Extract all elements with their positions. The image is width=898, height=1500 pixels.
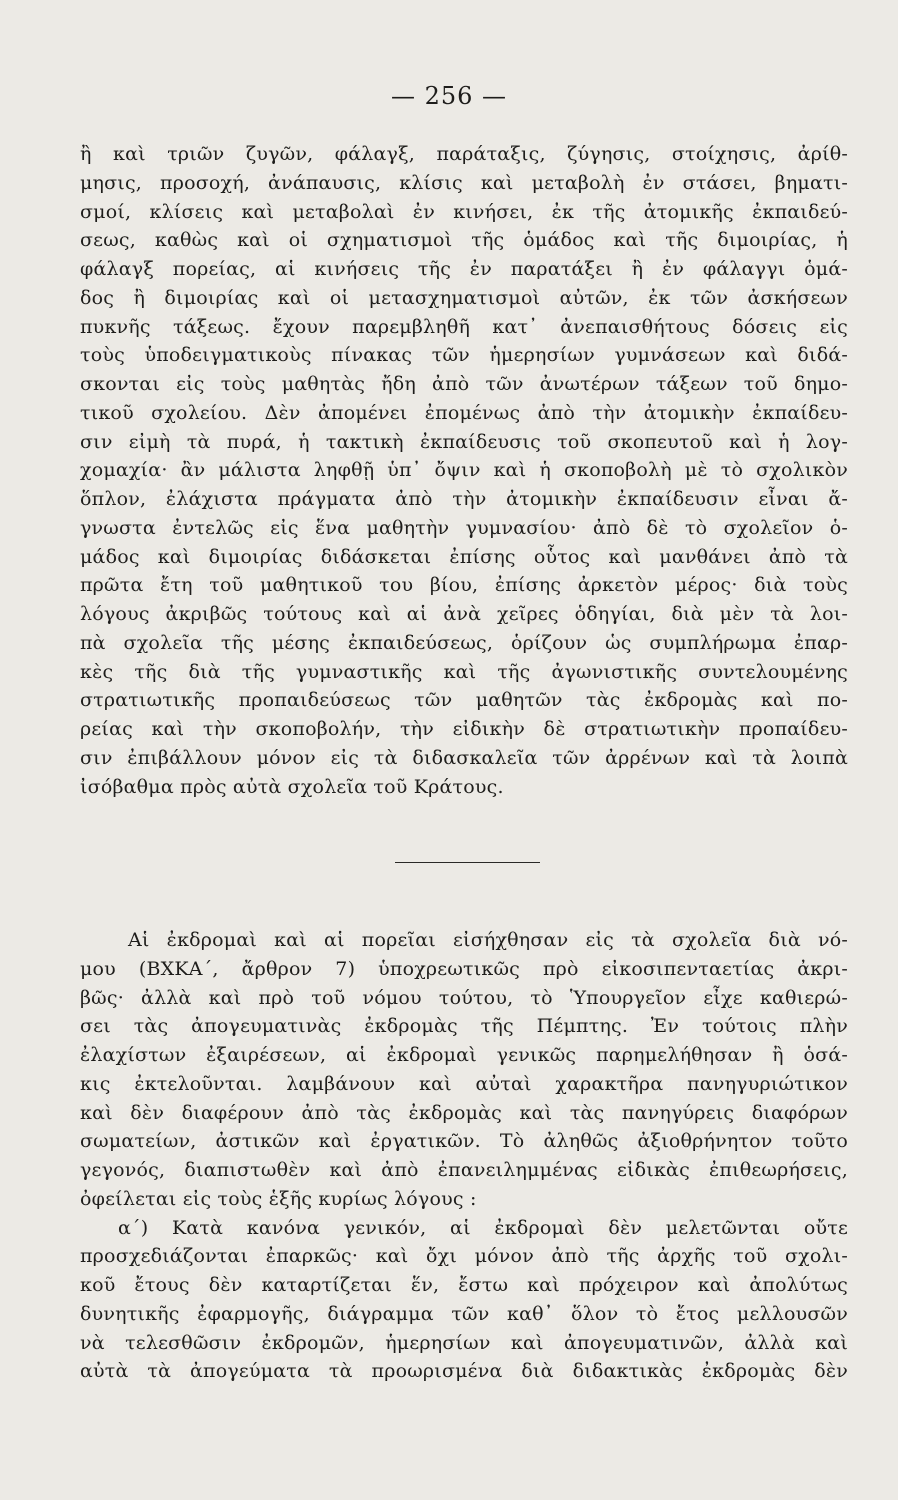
text-line: νὰ τελεσθῶσιν ἐκδρομῶν, ἡμερησίων καὶ ἀπογευματινῶν, ἀλλὰ καὶ xyxy=(80,1331,848,1354)
section-divider xyxy=(395,862,540,863)
text-line: αὐτὰ τὰ ἀπογεύματα τὰ προωρισμένα διὰ διδακτικὰς ἐκδρομὰς δὲν xyxy=(80,1360,848,1383)
text-line: μου (ΒΧΚΑ΄, ἄρθρον 7) ὑποχρεωτικῶς πρὸ εἰκοσιπενταετίας ἀκρι- xyxy=(80,957,848,980)
text-line: σκονται εἰς τοὺς μαθητὰς ἤδη ἀπὸ τῶν ἀνωτέρων τάξεων τοῦ δημο- xyxy=(80,373,848,395)
text-line-last: ἰσόβαθμα πρὸς αὐτὰ σχολεῖα τοῦ Κράτους. xyxy=(80,775,504,798)
text-line: πὰ σχολεῖα τῆς μέσης ἐκπαιδεύσεως, ὁρίζουν ὡς συμπλήρωμα ἐπαρ- xyxy=(80,631,848,654)
text-line: σιν εἰμὴ τὰ πυρά, ἡ τακτικὴ ἐκπαίδευσις τοῦ σκοπευτοῦ καὶ ἡ λογ- xyxy=(80,430,848,453)
upper-text-block xyxy=(80,140,848,801)
text-line: τικοῦ σχολείου. Δὲν ἀπομένει ἐπομένως ἀπὸ τὴν ἀτομικὴν ἐκπαίδευ- xyxy=(80,401,848,424)
text-line: βῶς· ἀλλὰ καὶ πρὸ τοῦ νόμου τούτου, τὸ Ὑπουργεῖον εἶχε καθιερώ- xyxy=(80,986,848,1009)
text-line: πρῶτα ἔτη τοῦ μαθητικοῦ του βίου, ἐπίσης ἀρκετὸν μέρος· διὰ τοὺς xyxy=(80,574,848,597)
text-line-last: ὀφείλεται εἰς τοὺς ἑξῆς κυρίως λόγους : xyxy=(80,1187,477,1210)
text-line: κις ἐκτελοῦνται. λαμβάνουν καὶ αὐταὶ χαρακτῆρα πανηγυριώτικον xyxy=(80,1072,848,1095)
text-line: καὶ δὲν διαφέρουν ἀπὸ τὰς ἐκδρομὰς καὶ τὰς πανηγύρεις διαφόρων xyxy=(80,1101,848,1124)
text-line: φάλαγξ πορείας, αἱ κινήσεις τῆς ἐν παρατάξει ἢ ἐν φάλαγγι ὁμά- xyxy=(80,258,848,280)
text-line: ἢ καὶ τριῶν ζυγῶν, φάλαγξ, παράταξις, ζύγησις, στοίχησις, ἀρίθ- xyxy=(80,143,848,165)
text-line: ρείας καὶ τὴν σκοποβολήν, τὴν εἰδικὴν δὲ στρατιωτικὴν προπαίδευ- xyxy=(80,718,848,740)
text-line: μησις, προσοχή, ἀνάπαυσις, κλίσις καὶ μεταβολὴ ἐν στάσει, βηματι- xyxy=(80,171,848,194)
text-line: χομαχία· ἂν μάλιστα ληφθῇ ὑπ᾽ ὄψιν καὶ ἡ σκοποβολὴ μὲ τὸ σχολικὸν xyxy=(80,459,848,482)
text-line: δυνητικῆς ἐφαρμογῆς, διάγραμμα τῶν καθ᾽ ὅλον τὸ ἔτος μελλουσῶν xyxy=(80,1302,848,1325)
text-line: σωματείων, ἀστικῶν καὶ ἐργατικῶν. Τὸ ἀληθῶς ἀξιοθρήνητον τοῦτο xyxy=(80,1130,848,1153)
paragraph-first-line: Αἱ ἐκδρομαὶ καὶ αἱ πορεῖαι εἰσήχθησαν εἰς τὰ σχολεῖα διὰ νό- xyxy=(128,929,848,951)
text-line: σιν ἐπιβάλλουν μόνον εἰς τὰ διδασκαλεῖα τῶν ἀρρένων καὶ τὰ λοιπὰ xyxy=(80,746,848,769)
text-line: δος ἢ διμοιρίας καὶ οἱ μετασχηματισμοὶ αὐτῶν, ἐκ τῶν ἀσκήσεων xyxy=(80,286,848,309)
text-line: σμοί, κλίσεις καὶ μεταβολαὶ ἐν κινήσει, ἐκ τῆς ἀτομικῆς ἐκπαιδεύ- xyxy=(80,200,848,223)
text-line: πυκνῆς τάξεως. ἔχουν παρεμβληθῆ κατ᾽ ἀνεπαισθήτους δόσεις εἰς xyxy=(80,315,848,338)
text-line: στρατιωτικῆς προπαιδεύσεως τῶν μαθητῶν τὰς ἐκδρομὰς καὶ πο- xyxy=(80,689,848,712)
text-line: ὅπλον, ἐλάχιστα πράγματα ἀπὸ τὴν ἀτομικὴν ἐκπαίδευσιν εἶναι ἄ- xyxy=(80,488,848,510)
text-line: μάδος καὶ διμοιρίας διδάσκεται ἐπίσης οὗτος καὶ μανθάνει ἀπὸ τὰ xyxy=(80,545,848,568)
text-line: σεως, καθὼς καὶ οἱ σχηματισμοὶ τῆς ὁμάδος καὶ τῆς διμοιρίας, ἡ xyxy=(80,229,848,252)
text-line: προσχεδιάζονται ἐπαρκῶς· καὶ ὄχι μόνον ἀπὸ τῆς ἀρχῆς τοῦ σχολι- xyxy=(80,1245,848,1268)
lower-text-block xyxy=(80,926,848,1386)
text-line: ἐλαχίστων ἐξαιρέσεων, αἱ ἐκδρομαὶ γενικῶς παρημελήθησαν ἢ ὁσά- xyxy=(80,1044,848,1066)
text-line: τοὺς ὑποδειγματικοὺς πίνακας τῶν ἡμερησίων γυμνάσεων καὶ διδά- xyxy=(80,344,848,367)
text-line: λόγους ἀκριβῶς τούτους καὶ αἱ ἀνὰ χεῖρες ὁδηγίαι, διὰ μὲν τὰ λοι- xyxy=(80,603,848,625)
text-line: γεγονός, διαπιστωθὲν καὶ ἀπὸ ἐπανειλημμένας εἰδικὰς ἐπιθεωρήσεις, xyxy=(80,1159,848,1181)
page-number: — 256 — xyxy=(390,82,508,110)
text-line: κὲς τῆς διὰ τῆς γυμναστικῆς καὶ τῆς ἀγωνιστικῆς συντελουμένης xyxy=(80,660,848,683)
text-line: κοῦ ἔτους δὲν καταρτίζεται ἕν, ἔστω καὶ πρόχειρον καὶ ἀπολύτως xyxy=(80,1274,848,1296)
list-item-a-first-line: α΄) Κατὰ κανόνα γενικόν, αἱ ἐκδρομαὶ δὲν μελετῶνται οὔτε xyxy=(118,1216,848,1239)
text-line: σει τὰς ἀπογευματινὰς ἐκδρομὰς τῆς Πέμπτης. Ἐν τούτοις πλὴν xyxy=(80,1015,848,1038)
text-line: γνωστα ἐντελῶς εἰς ἕνα μαθητὴν γυμνασίου· ἀπὸ δὲ τὸ σχολεῖον ὁ- xyxy=(80,516,848,539)
